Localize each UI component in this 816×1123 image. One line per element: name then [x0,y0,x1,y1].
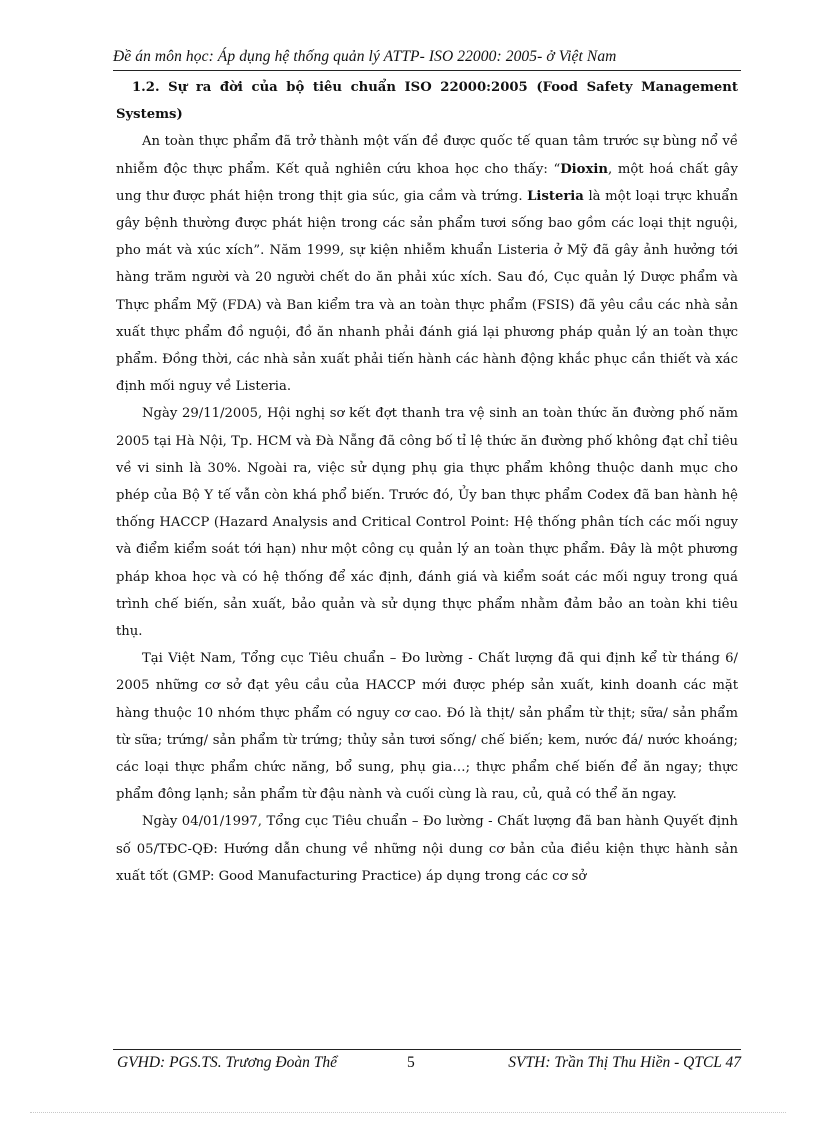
paragraph-1 [116,128,738,400]
section-heading: 1.2. Sự ra đời của bộ tiêu chuẩn ISO 22000:2005 (Food Safety Management Systems) [116,80,738,123]
paragraph-1-term-dioxin: Dioxin [560,161,608,177]
running-footer [113,1054,741,1076]
page-edge-divider [30,1112,786,1113]
footer-rule [113,1049,741,1050]
paragraph-4: Ngày 04/01/1997, Tổng cục Tiêu chuẩn – Đo lường - Chất lượng đã ban hành Quyết định số 05/TĐC-QĐ: Hướng dẫn chung về những nội dung cơ bản của điều kiện thực hành sản xuất tốt (GMP: Good Manufacturing Practice) áp dụng trong các cơ sở [116,814,738,884]
paragraph-2: Ngày 29/11/2005, Hội nghị sơ kết đợt thanh tra vệ sinh an toàn thức ăn đường phố năm 2005 tại Hà Nội, Tp. HCM và Đà Nẵng đã công bố tỉ lệ thức ăn đường phố không đạt chỉ tiêu về vi sinh là 30%. Ngoài ra, việc sử dụng phụ gia thực phẩm không thuộc danh mục cho phép của Bộ Y tế vẫn còn khá phổ biến. Trước đó, Ủy ban thực phẩm Codex đã ban hành hệ thống HACCP (Hazard Analysis and Critical Control Point: Hệ thống phân tích các mối nguy và điểm kiểm soát tới hạn) như một công cụ quản lý an toàn thực phẩm. Đây là một phương pháp khoa học và có hệ thống để xác định, đánh giá và kiểm soát các mối nguy trong quá trình chế biến, sản xuất, bảo quản và sử dụng thực phẩm nhằm đảm bảo an toàn khi tiêu thụ. [116,406,738,640]
footer-instructor: GVHD: PGS.TS. Trương Đoàn Thể [117,1054,337,1071]
running-header: Đề án môn học: Áp dụng hệ thống quản lý ATTP- ISO 22000: 2005- ở Việt Nam [113,48,617,65]
footer-student: SVTH: Trần Thị Thu Hiền - QTCL 47 [508,1054,741,1071]
page-number: 5 [407,1054,415,1071]
paragraph-1-term-listeria: Listeria [527,188,584,204]
paragraph-3: Tại Việt Nam, Tổng cục Tiêu chuẩn – Đo lường - Chất lượng đã qui định kể từ tháng 6/ 2005 những cơ sở đạt yêu cầu của HACCP mới được phép sản xuất, kinh doanh các mặt hàng thuộc 10 nhóm thực phẩm có nguy cơ cao. Đó là thịt/ sản phẩm từ thịt; sữa/ sản phẩm từ sữa; trứng/ sản phẩm từ trứng; thủy sản tươi sống/ chế biến; kem, nước đá/ nước khoáng; các loại thực phẩm chức năng, bổ sung, phụ gia…; thực phẩm chế biến để ăn ngay; thực phẩm đông lạnh; sản phẩm từ đậu nành và cuối cùng là rau, củ, quả có thể ăn ngay. [116,651,738,803]
page-body [116,74,738,890]
header-rule [113,70,741,71]
paragraph-1-text-a: An toàn thực phẩm đã trở thành một vấn đề được quốc tế quan tâm trước sự bùng nổ về nhiễm độc thực phẩm. Kết quả nghiên cứu khoa học cho thấy: “ [116,134,738,177]
paragraph-1-text-c: , một hoá chất gây ung thư được phát hiện trong thịt gia súc, gia cầm và trứng. [116,161,738,204]
paragraph-1-text-e: là một loại trực khuẩn gây bệnh thường được phát hiện trong các sản phẩm tươi sống bao gồm các loại thịt nguội, pho mát và xúc xích”. Năm 1999, sự kiện nhiễm khuẩn Listeria ở Mỹ đã gây ảnh hưởng tới hàng trăm người và 20 người chết do ăn phải xúc xích. Sau đó, Cục quản lý Dược phẩm và Thực phẩm Mỹ (FDA) và Ban kiểm tra và an toàn thực phẩm (FSIS) đã yêu cầu các nhà sản xuất thực phẩm đồ nguội, đồ ăn nhanh phải đánh giá lại phương pháp quản lý an toàn thực phẩm. Đồng thời, các nhà sản xuất phải tiến hành các hành động khắc phục cần thiết và xác định mối nguy về Listeria. [116,188,738,395]
